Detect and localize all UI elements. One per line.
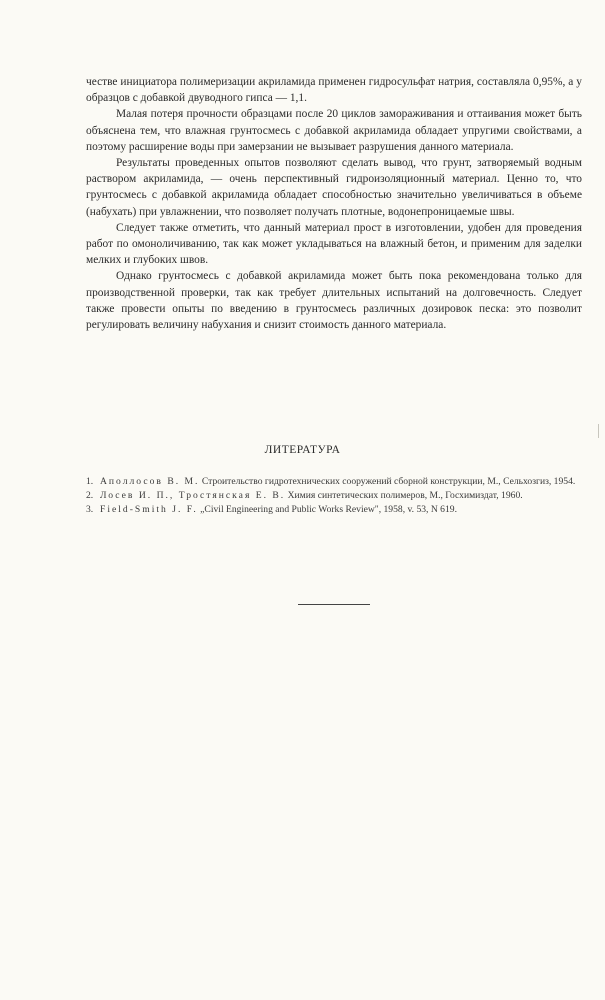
reference-body (100, 503, 582, 516)
end-divider (298, 604, 370, 605)
body-text (86, 74, 582, 333)
reference-text: „Civil Engineering and Public Works Review", 1958, v. 53, N 619. (200, 504, 457, 516)
paragraph-conclusion: Результаты проведенных опытов позволяют сделать вывод, что грунт, затворяемый водным раствором акриламида, — очень перспективный гидроизоляционный материал. Ценно то, что грунтосмесь с добавкой акриламида обладает способностью значительно увеличиваться в объеме (набухать) при увлажнении, что позволяет получать плотные, водонепроницаемые швы. (86, 157, 582, 218)
references-list (86, 475, 582, 518)
paragraph-recommendation: Однако грунтосмесь с добавкой акриламида может быть пока рекомендована только для производственной проверки, так как требует длительных испытаний на долговечность. Следует также провести опыты по введению в грунтосмесь различных дозировок песка: это позволит регулировать величину набухания и снизит стоимость данного материала. (86, 270, 582, 332)
page-edge-mark (598, 424, 601, 438)
reference-number: 3. (86, 504, 94, 516)
reference-author: Field-Smith J. F. (100, 504, 198, 516)
paragraph-strength-loss: Малая потеря прочности образцами после 20 циклов замораживания и оттаивания может быть объяснена тем, что влажная грунтосмесь с добавкой акриламида обладает упругими свойствами, а поэтому расширение воды при замерзании не вызывает разрушения данного материала. (86, 108, 582, 153)
reference-item (86, 475, 582, 488)
reference-text: Химия синтетических полимеров, М., Госхимиздат, 1960. (287, 490, 523, 502)
reference-author: Лосев И. П., Тростянская Е. В. (100, 490, 286, 502)
reference-number: 1. (86, 476, 94, 487)
reference-author: Аполлосов В. М. (100, 476, 200, 487)
paragraph-advantages: Следует также отметить, что данный материал прост в изготовлении, удобен для проведения работ по омоноличиванию, так как может укладываться на влажный бетон, и применим для заделки мелких и глубоких швов. (86, 221, 582, 267)
reference-body (100, 489, 582, 502)
reference-number: 2. (86, 490, 94, 502)
reference-text: Строительство гидротехнических сооружений сборной конструкции, М., Сельхозгиз, 1954. (201, 476, 576, 487)
reference-item (86, 503, 582, 516)
references-heading: ЛИТЕРАТУРА (264, 444, 341, 456)
paragraph-continuation: честве инициатора полимеризации акриламида применен гидросульфат натрия, составляла 0,95%, а у образцов с добавкой двуводного гипса — 1,1. (86, 76, 582, 105)
reference-item (86, 489, 582, 502)
reference-body (100, 475, 582, 488)
